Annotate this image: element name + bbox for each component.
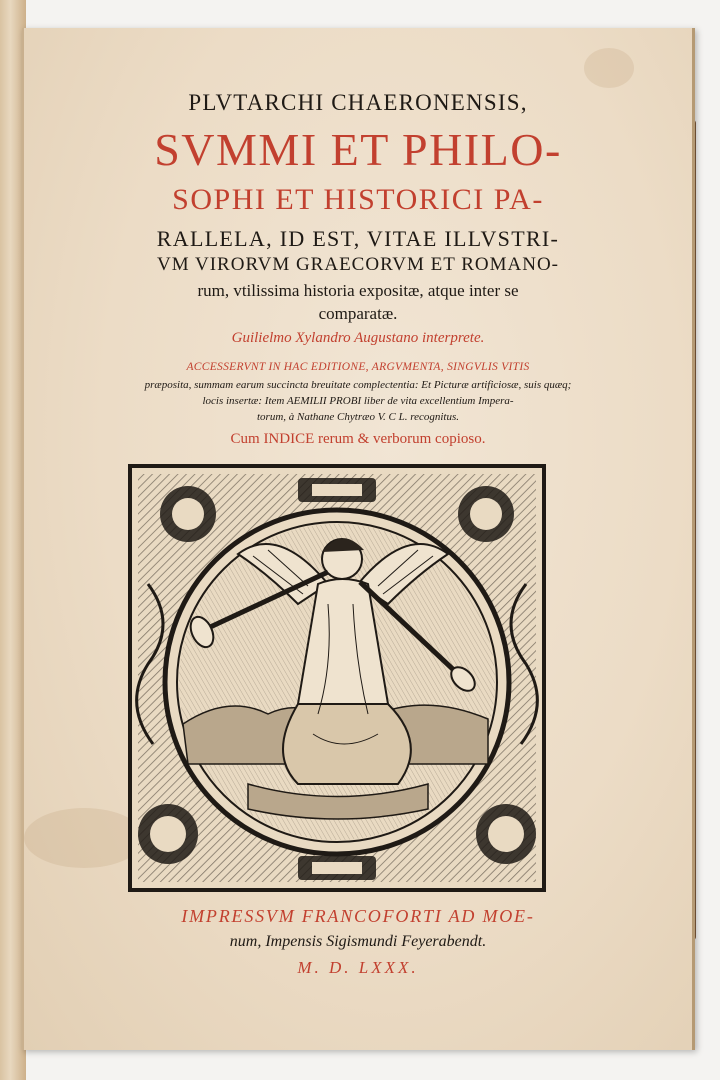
publication-date: M. D. LXXX. bbox=[297, 958, 419, 977]
translator-line: Guilielmo Xylandro Augustano interprete. bbox=[231, 330, 485, 346]
contents-note-2: præposita, summam earum succincta breuitate complectentia: Et Picturæ artificiosæ, suis quæq; bbox=[144, 379, 572, 391]
index-line: Cum INDICE rerum & verborum copioso. bbox=[230, 431, 486, 447]
title-line-3: RALLELA, ID EST, VITAE ILLVSTRI- bbox=[156, 226, 560, 251]
title-page bbox=[22, 28, 695, 1050]
author-heading: PLVTARCHI CHAERONENSIS, bbox=[188, 90, 528, 115]
paper-stain bbox=[24, 808, 144, 868]
title-line-6: comparatæ. bbox=[318, 304, 398, 323]
contents-note-3: locis insertæ: Item AEMILII PROBI liber de vita excellentium Impera- bbox=[202, 395, 514, 407]
imprint-line-1: IMPRESSVM FRANCOFORTI AD MOE- bbox=[181, 906, 535, 926]
title-line-1: SVMMI ET PHILO- bbox=[154, 124, 562, 175]
paper-stain bbox=[584, 48, 634, 88]
imprint-line-2: num, Impensis Sigismundi Feyerabendt. bbox=[229, 933, 487, 950]
contents-note-4: torum, à Nathane Chytræo V. C L. recognitus. bbox=[257, 411, 459, 423]
title-line-5: rum, vtilissima historia expositæ, atque inter se bbox=[197, 281, 519, 300]
title-line-2: SOPHI ET HISTORICI PA- bbox=[172, 183, 544, 216]
woodcut-illustration bbox=[128, 464, 546, 892]
title-line-4: VM VIRORVM GRAECORVM ET ROMANO- bbox=[156, 254, 559, 275]
contents-note-1: ACCESSERVNT IN HAC EDITIONE, ARGVMENTA, SINGVLIS VITIS bbox=[186, 361, 530, 373]
